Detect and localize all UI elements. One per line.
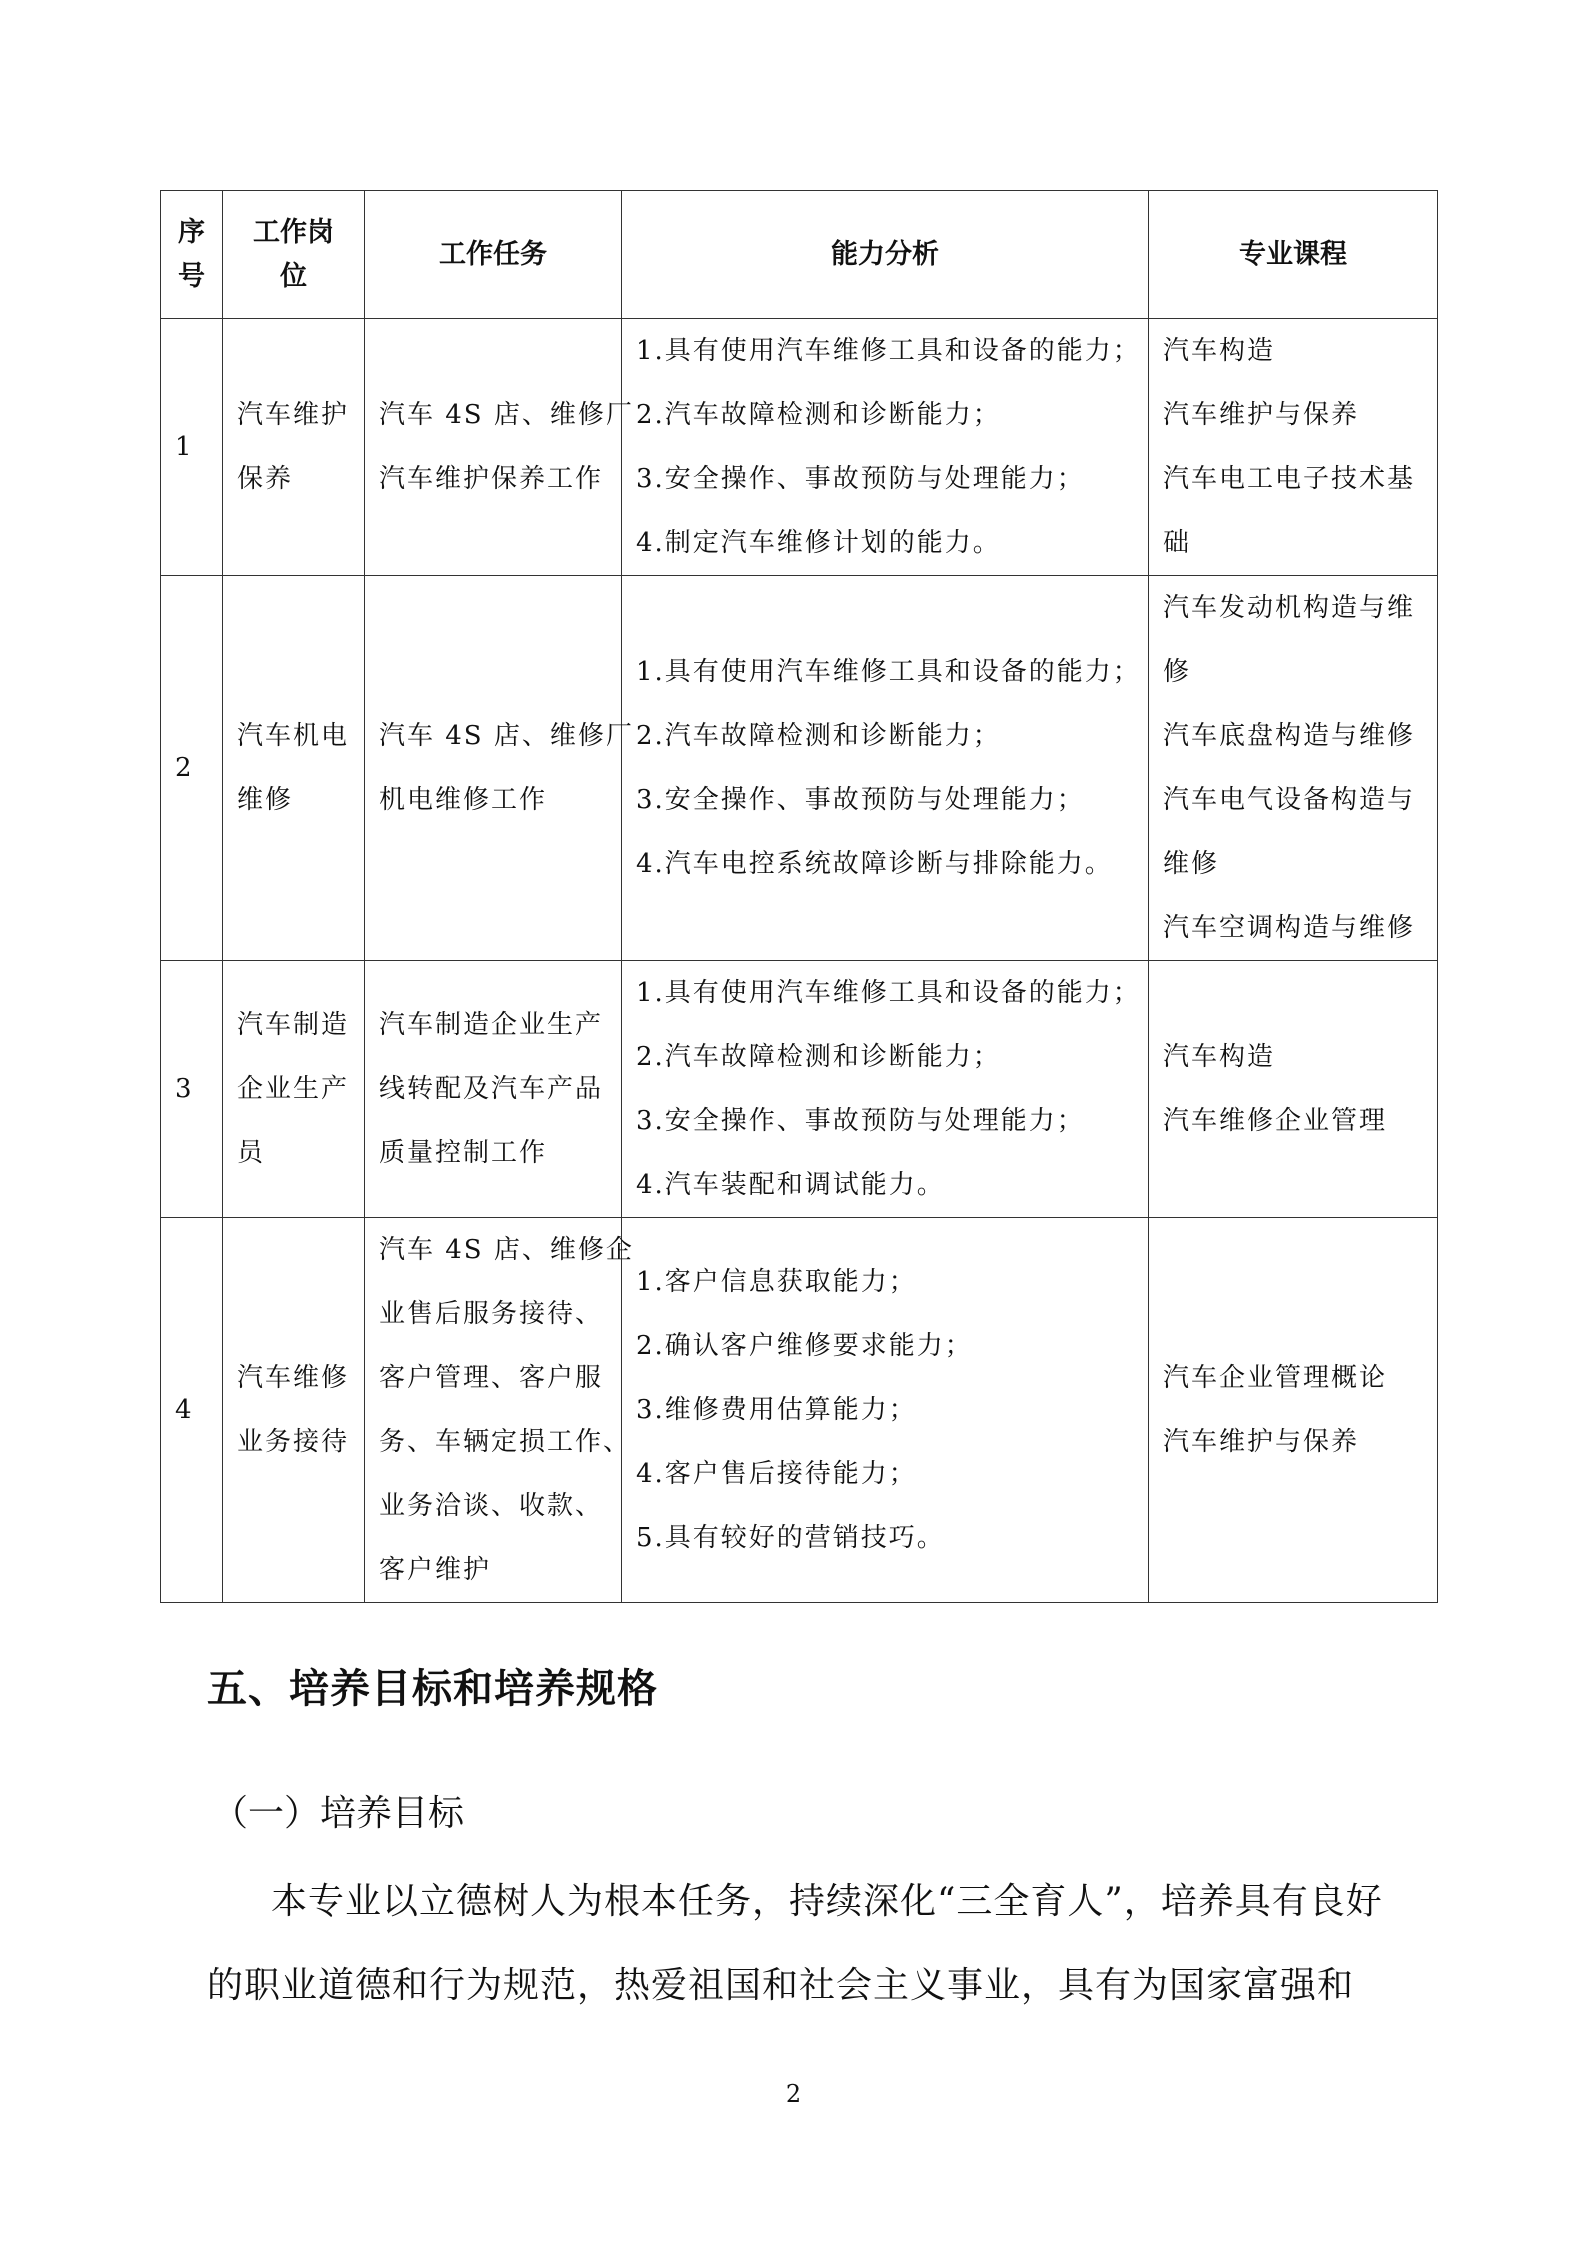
cell-task: 汽车 4S 店、维修厂 机电维修工作 (365, 576, 622, 961)
header-task: 工作任务 (365, 191, 622, 319)
cell-task: 汽车 4S 店、维修厂 汽车维护保养工作 (365, 319, 622, 576)
header-seq: 序 号 (161, 191, 223, 319)
cell-task: 汽车 4S 店、维修企 业售后服务接待、 客户管理、客户服 务、车辆定损工作、 业务洽谈、收款、 客户维护 (365, 1218, 622, 1603)
cell-post: 汽车维修 业务接待 (223, 1218, 365, 1603)
header-ability: 能力分析 (622, 191, 1149, 319)
cell-ability: 1.具有使用汽车维修工具和设备的能力； 2.汽车故障检测和诊断能力； 3.安全操作、事故预防与处理能力； 4.制定汽车维修计划的能力。 (622, 319, 1149, 576)
table-row (161, 961, 1438, 1218)
post-ability-course-table (160, 190, 1438, 1603)
cell-seq: 4 (161, 1218, 223, 1603)
cell-seq: 2 (161, 576, 223, 961)
cell-task: 汽车制造企业生产 线转配及汽车产品 质量控制工作 (365, 961, 622, 1218)
cell-seq: 1 (161, 319, 223, 576)
body-paragraph: 本专业以立德树人为根本任务，持续深化“三全育人”，培养具有良好的职业道德和行为规范，热爱祖国和社会主义事业，具有为国家富强和 (207, 1881, 1383, 2006)
cell-ability: 1.具有使用汽车维修工具和设备的能力； 2.汽车故障检测和诊断能力； 3.安全操作、事故预防与处理能力； 4.汽车装配和调试能力。 (622, 961, 1149, 1218)
cell-course: 汽车发动机构造与维 修 汽车底盘构造与维修 汽车电气设备构造与 维修 汽车空调构造与维修 (1149, 576, 1438, 961)
cell-post: 汽车制造 企业生产 员 (223, 961, 365, 1218)
table-row (161, 1218, 1438, 1603)
cell-ability: 1.具有使用汽车维修工具和设备的能力； 2.汽车故障检测和诊断能力； 3.安全操作、事故预防与处理能力； 4.汽车电控系统故障诊断与排除能力。 (622, 576, 1149, 961)
header-course: 专业课程 (1149, 191, 1438, 319)
table-header-row (161, 191, 1438, 319)
page-number: 2 (785, 2080, 802, 2108)
cell-seq: 3 (161, 961, 223, 1218)
table-row (161, 576, 1438, 961)
cell-course: 汽车企业管理概论 汽车维护与保养 (1149, 1218, 1438, 1603)
table-row (161, 319, 1438, 576)
cell-post: 汽车维护 保养 (223, 319, 365, 576)
cell-course: 汽车构造 汽车维修企业管理 (1149, 961, 1438, 1218)
cell-post: 汽车机电 维修 (223, 576, 365, 961)
subsection-title: （一）培养目标 (212, 1793, 465, 1834)
cell-course: 汽车构造 汽车维护与保养 汽车电工电子技术基 础 (1149, 319, 1438, 576)
cell-ability: 1.客户信息获取能力； 2.确认客户维修要求能力； 3.维修费用估算能力； 4.客户售后接待能力； 5.具有较好的营销技巧。 (622, 1218, 1149, 1603)
header-post: 工作岗 位 (223, 191, 365, 319)
section-title: 五、培养目标和培养规格 (207, 1666, 658, 1712)
